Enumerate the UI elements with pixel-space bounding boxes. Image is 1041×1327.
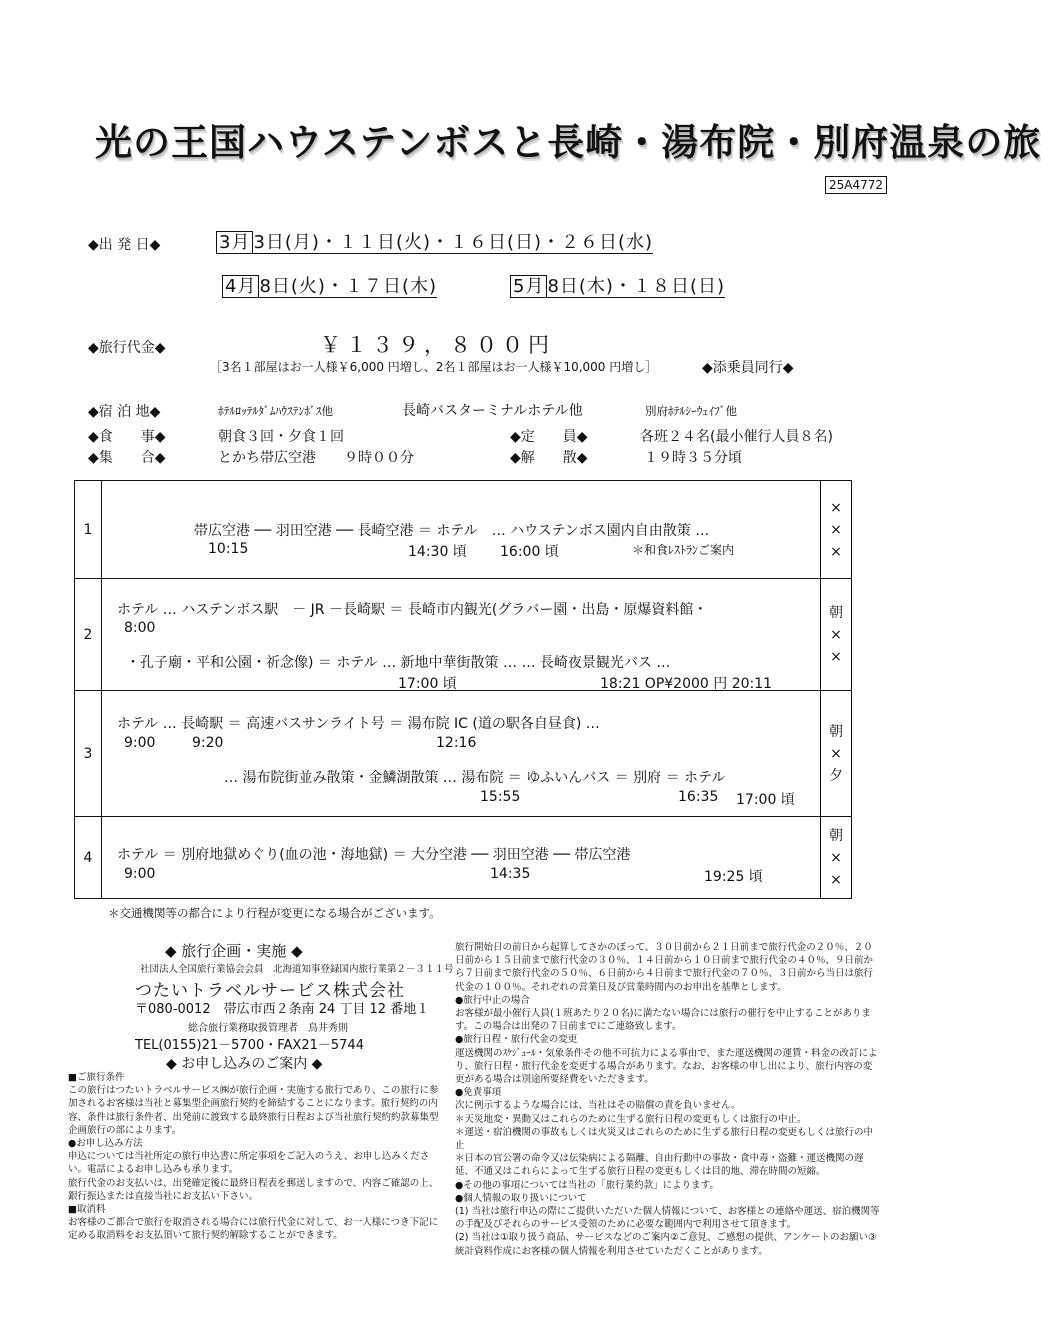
terms-right-6: ●免責事項 (455, 1087, 502, 1099)
itinerary-table (74, 480, 852, 899)
terms-left-5: 旅行代金のお支払いは、出発確定後に最終日程表を郵送しますので、内容ご確認の上、銀行振込または直接当社にお支払い下さい。 (68, 1177, 439, 1202)
organizer-tel: TEL(0155)21－5700・FAX21－5744 (135, 1038, 364, 1053)
terms-right-13: (1) 当社は旅行申込の際にご提供いただいた個人情報について、お客様との連絡や運送、宿泊機関等の手配及びそれらのサービス受領のために必要な範囲内で利用させて頂きます。 (455, 1206, 880, 1231)
terms-left-1: ■ご旅行条件 (68, 1072, 125, 1083)
terms-left-3: ●お申し込み方法 (68, 1138, 143, 1150)
route-line: ホテル … 長崎駅 ＝ 高速バスサンライト号 ＝ 湯布院 IC (道の駅各自昼食) … (117, 716, 600, 732)
day-number: 2 (75, 579, 102, 691)
price-label: ◆旅行代金◆ (88, 340, 166, 356)
day-route (102, 817, 821, 899)
meeting-label: ◆集 合◆ (88, 450, 166, 466)
route-time: 9:20 (192, 735, 224, 751)
price-note: ［3名１部屋はお一人様￥6,000 円増し、2名１部屋はお一人様￥10,000 円増し］ (210, 360, 658, 374)
terms-left-2: この旅行はつたいトラベルサービス㈱が旅行企画・実施する旅行であり、この旅行に参加されるお客様は当社と募集型企画旅行契約を締結することになります。旅行契約の内容、条件は旅行条件者、出発前に渡致する最終旅行日程および当社旅行契約約款募集型企画旅行の部によります。 (68, 1085, 439, 1136)
hotel-2: 長崎バスターミナルホテル他 (402, 403, 583, 419)
route-time: 18:21 OP¥2000 円 20:11 (600, 676, 773, 692)
day-meals (821, 481, 852, 579)
terms-right-4: ●旅行日程・旅行代金の変更 (455, 1034, 578, 1046)
terms-left-7: お客様のご都合で旅行を取消される場合には旅行代金に対して、お一人様につき下記に定める取消料をお支払頂いて旅行契約解除することができます。 (68, 1217, 439, 1242)
meals-value: 朝食３回・夕食１回 (218, 429, 344, 445)
capacity-label: ◆定 員◆ (510, 429, 588, 445)
day-route (102, 691, 821, 817)
terms-right (455, 941, 880, 1258)
route-time: 12:16 (436, 735, 477, 751)
terms-right-14: (2) 当社は①取り扱う商品、サービスなどのご案内②ご意見、ご感想の提供、アンケートのお願い③統計資料作成にお客様の個人情報を利用させていただくことがあります。 (455, 1232, 877, 1257)
departure-row-1 (216, 228, 653, 254)
hotel-3: 別府ﾎﾃﾙｼｰｳｪｲﾌﾞ他 (645, 404, 737, 418)
day-number: 4 (75, 817, 102, 899)
route-line: … 湯布院街並み散策・金鱗湖散策 … 湯布院 ＝ ゆふいんバス ＝ 別府 ＝ ホテル (224, 770, 726, 786)
route-time: 9:00 (124, 735, 156, 751)
terms-right-10: ＊日本の官公署の命令又は伝染病による隔離、自由行動中の事故・食中毒・盗難・運送機関の遅延、不通又はこれらによって生ずる旅行日程の変更もしくは目的地、滞在時間の短縮。 (455, 1153, 864, 1178)
day-route (102, 579, 821, 691)
terms-left-6: ■取消料 (68, 1204, 106, 1216)
terms-right-2: ●旅行中止の場合 (455, 994, 530, 1006)
terms-right-8: ＊天災地変・異動又はこれらのために生ずる旅行日程の変更もしくは旅行の中止。 (455, 1113, 807, 1125)
capacity-value: 各班２４名(最小催行人員８名) (640, 429, 833, 445)
departure-month-march: 3月 (216, 231, 253, 254)
escort-note: ◆添乗員同行◆ (702, 360, 794, 376)
day-meals (821, 579, 852, 691)
price-value: ￥１３９，８００円 (320, 333, 554, 357)
terms-right-9: ＊運送・宿泊機関の事故もしくは火災又はこれらのために生ずる旅行日程の変更もしくは旅行の中止 (455, 1126, 874, 1152)
meal-dinner: 夕 (829, 767, 843, 784)
organizer-company: つたいトラベルサービス株式会社 (135, 981, 405, 1001)
itinerary-day-2 (75, 579, 852, 691)
meal-lunch: × (830, 521, 842, 538)
meals-label: ◆食 事◆ (88, 429, 166, 445)
dismissal-value: １９時３５分頃 (644, 450, 742, 466)
organizer-heading: ◆ 旅行企画・実施 ◆ (165, 942, 303, 960)
meal-breakfast: 朝 (829, 604, 843, 621)
route-time: 19:25 頃 (704, 869, 763, 885)
departure-month-april: 4月 (222, 275, 259, 298)
meeting-value: とかち帯広空港 ９時００分 (218, 450, 414, 466)
terms-right-5: 運送機関のｽｹｼﾞｭｰﾙ・気象条件その他不可抗力による事由で、また運送機関の運賃・料金の改訂により、旅行日程・旅行代金を変更する場合があります。なお、お客様の申し出により、旅行内容の変更がある場合は別途所要経費をいただきます。 (455, 1047, 878, 1086)
departure-label: ◆出 発 日◆ (88, 237, 161, 253)
route-time: 8:00 (124, 620, 156, 636)
hotel-1: ﾎﾃﾙﾛｯﾃﾙﾀﾞﾑﾊｳｽﾃﾝﾎﾞｽ他 (218, 404, 333, 418)
meal-lunch: × (830, 626, 842, 643)
day-number: 1 (75, 481, 102, 579)
apply-heading: ◆ お申し込みのご案内 ◆ (166, 1056, 323, 1072)
schedule-change-note: ＊交通機関等の都合により行程が変更になる場合がございます。 (108, 906, 441, 920)
route-time: 10:15 (208, 541, 249, 557)
route-time: 17:00 頃 (736, 792, 795, 808)
day-meals (821, 817, 852, 899)
accommodation-label: ◆宿 泊 地◆ (88, 404, 161, 420)
day-route (102, 481, 821, 579)
departure-row-3 (510, 272, 725, 298)
terms-right-11: ●その他の事項については当社の「旅行業約款」によります。 (455, 1179, 719, 1191)
departure-dates-march: 3日(月)・１１日(火)・１６日(日)・２６日(水) (253, 232, 654, 253)
dismissal-label: ◆解 散◆ (510, 450, 588, 466)
day-meals (821, 691, 852, 817)
departure-month-may: 5月 (510, 275, 547, 298)
route-time: 9:00 (124, 866, 156, 882)
route-line: 帯広空港 ── 羽田空港 ── 長崎空港 ＝ ホテル … ハウステンボス園内自由散策 … (194, 523, 710, 539)
day-number: 3 (75, 691, 102, 817)
route-time: 17:00 頃 (398, 676, 457, 692)
meal-lunch: × (830, 745, 842, 762)
organizer-association: 社団法人全国旅行業協会会員 北海道知事登録国内旅行業第２－３１１号 (140, 964, 454, 975)
terms-right-3: お客様が最小催行人員(１班あたり２０名)に満たない場合には旅行の催行を中止することがあります。この場合は出発の７日前までにご連絡致します。 (455, 1008, 871, 1033)
meal-lunch: × (830, 849, 842, 866)
meal-breakfast: × (830, 499, 842, 516)
organizer-manager: 総合旅行業務取扱管理者 鳥井秀則 (188, 1023, 348, 1034)
departure-row-2 (222, 272, 437, 298)
meal-dinner: × (830, 871, 842, 888)
route-line: ホテル … ハステンボス駅 － JR －長崎駅 ＝ 長崎市内観光(グラバー園・出島・原爆資料館・ (117, 602, 708, 618)
route-line: ・孔子廟・平和公園・祈念像) ＝ ホテル … 新地中華街散策 … … 長崎夜景観光バス … (126, 655, 671, 671)
terms-left-4: 申込については当社所定の旅行申込書に所定事項をご記入のうえ、お申し込みください。電話によるお申し込みも承ります。 (68, 1151, 430, 1176)
terms-right-12: ●個人情報の取り扱いについて (455, 1192, 587, 1204)
route-time: 15:55 (480, 789, 521, 805)
route-time: 16:00 頃 (500, 544, 559, 560)
itinerary-day-3 (75, 691, 852, 817)
terms-right-7: 次に例示するような場合には、当社はその賠償の責を負いません。 (455, 1100, 741, 1112)
route-note: ＊和食ﾚｽﾄﾗﾝご案内 (632, 543, 735, 557)
page-title: 光の王国ハウステンボスと長崎・湯布院・別府温泉の旅 (95, 121, 1041, 164)
meal-dinner: × (830, 543, 842, 560)
itinerary-day-1 (75, 481, 852, 579)
organizer-address: 〒080-0012 帯広市西２条南 24 丁目 12 番地１ (135, 1002, 430, 1017)
itinerary-day-4 (75, 817, 852, 899)
departure-dates-april: 8日(火)・１７日(木) (259, 276, 437, 297)
meal-dinner: × (830, 648, 842, 665)
tour-code: 25A4772 (825, 176, 887, 194)
meal-breakfast: 朝 (829, 723, 843, 740)
route-time: 14:30 頃 (408, 544, 467, 560)
meal-breakfast: 朝 (829, 827, 843, 844)
route-time: 16:35 (678, 789, 719, 805)
departure-dates-may: 8日(木)・１８日(日) (547, 276, 725, 297)
terms-right-1: 旅行開始日の前日から起算してさかのぼって、３０日前から２１日前まで旅行代金の２０％、２０日前から１５日前まで旅行代金の３０％、１４日前から１０日前まで旅行代金の４０％、９日前から７日前まで旅行代金の５０％、６日前から４日前まで旅行代金の７０％、３日前から当日は旅行代金の１００％。それぞれの営業日及び営業時間内のお申出を基準とします。 (455, 942, 874, 993)
route-line: ホテル ＝ 別府地獄めぐり(血の池・海地獄) ＝ 大分空港 ── 羽田空港 ── 帯広空港 (117, 847, 631, 863)
terms-left (68, 1071, 440, 1243)
route-time: 14:35 (490, 866, 531, 882)
